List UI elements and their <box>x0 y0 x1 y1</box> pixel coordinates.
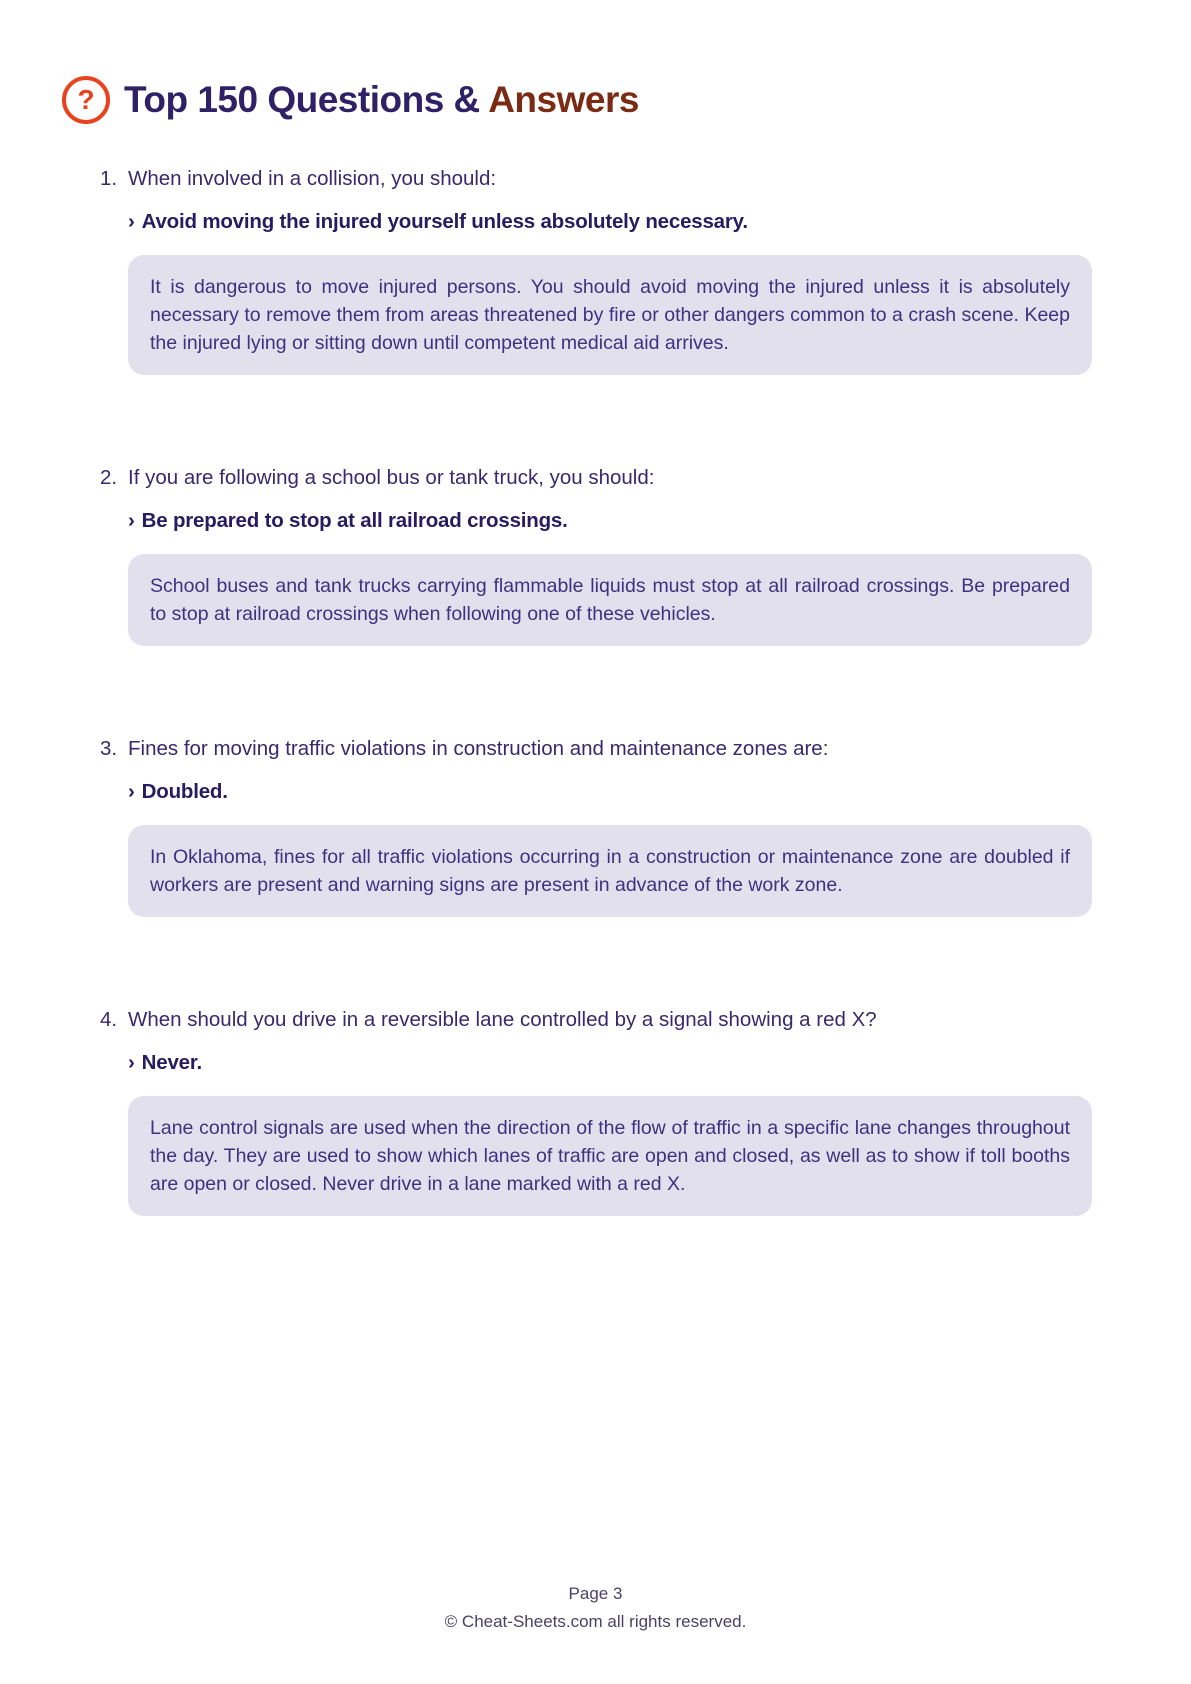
explanation-text: Lane control signals are used when the direction of the flow of traffic in a specific lane changes throughout the day. They are used to show which lanes of traffic are open and closed, as well as to show if toll booths are open or closed. Never drive in a lane marked with a red X. <box>150 1117 1070 1195</box>
page-footer <box>0 1580 1191 1636</box>
qa-item-3 <box>100 736 1092 917</box>
answer-text: Never. <box>141 1051 202 1074</box>
page-title-accent: Answers <box>488 79 639 120</box>
page-header <box>0 0 1191 124</box>
question-number: 3. <box>100 737 118 760</box>
answer-arrow-icon: › <box>128 780 135 803</box>
answer-row <box>128 779 1092 805</box>
explanation-box <box>128 255 1092 375</box>
copyright: © Cheat-Sheets.com all rights reserved. <box>444 1612 747 1631</box>
explanation-box <box>128 1096 1092 1216</box>
answer-row <box>128 209 1092 235</box>
question-text: When involved in a collision, you should: <box>128 167 497 190</box>
answer-row <box>128 1050 1092 1076</box>
page-title <box>124 79 639 121</box>
question-number: 1. <box>100 167 118 190</box>
explanation-box <box>128 825 1092 917</box>
qa-item-1 <box>100 166 1092 375</box>
answer-arrow-icon: › <box>128 509 135 532</box>
question-row <box>100 166 1092 192</box>
question-number: 2. <box>100 466 118 489</box>
explanation-box <box>128 554 1092 646</box>
question-text: Fines for moving traffic violations in construction and maintenance zones are: <box>128 737 829 760</box>
answer-row <box>128 508 1092 534</box>
question-row <box>100 736 1092 762</box>
qa-list <box>0 124 1191 1216</box>
question-row <box>100 465 1092 491</box>
question-mark-glyph: ? <box>77 84 95 115</box>
explanation-text: School buses and tank trucks carrying flammable liquids must stop at all railroad crossings. Be prepared to stop at railroad crossings when following one of these vehicles. <box>150 575 1070 625</box>
question-text: When should you drive in a reversible lane controlled by a signal showing a red X? <box>128 1008 877 1031</box>
answer-arrow-icon: › <box>128 210 135 233</box>
qa-item-4 <box>100 1007 1092 1216</box>
question-text: If you are following a school bus or tank truck, you should: <box>128 466 655 489</box>
question-mark-icon <box>62 76 110 124</box>
answer-arrow-icon: › <box>128 1051 135 1074</box>
question-row <box>100 1007 1092 1033</box>
question-number: 4. <box>100 1008 118 1031</box>
answer-text: Doubled. <box>141 780 228 803</box>
explanation-text: In Oklahoma, fines for all traffic violations occurring in a construction or maintenance zone are doubled if workers are present and warning signs are present in advance of the work zone. <box>150 846 1070 896</box>
explanation-text: It is dangerous to move injured persons. You should avoid moving the injured unless it is absolutely necessary to remove them from areas threatened by fire or other dangers common to a crash scene. Keep the injured lying or sitting down until competent medical aid arrives. <box>150 276 1070 354</box>
answer-text: Be prepared to stop at all railroad crossings. <box>141 509 568 532</box>
page-number: Page 3 <box>568 1584 623 1603</box>
page-title-primary: Top 150 Questions & <box>124 79 489 120</box>
answer-text: Avoid moving the injured yourself unless absolutely necessary. <box>141 210 748 233</box>
qa-item-2 <box>100 465 1092 646</box>
